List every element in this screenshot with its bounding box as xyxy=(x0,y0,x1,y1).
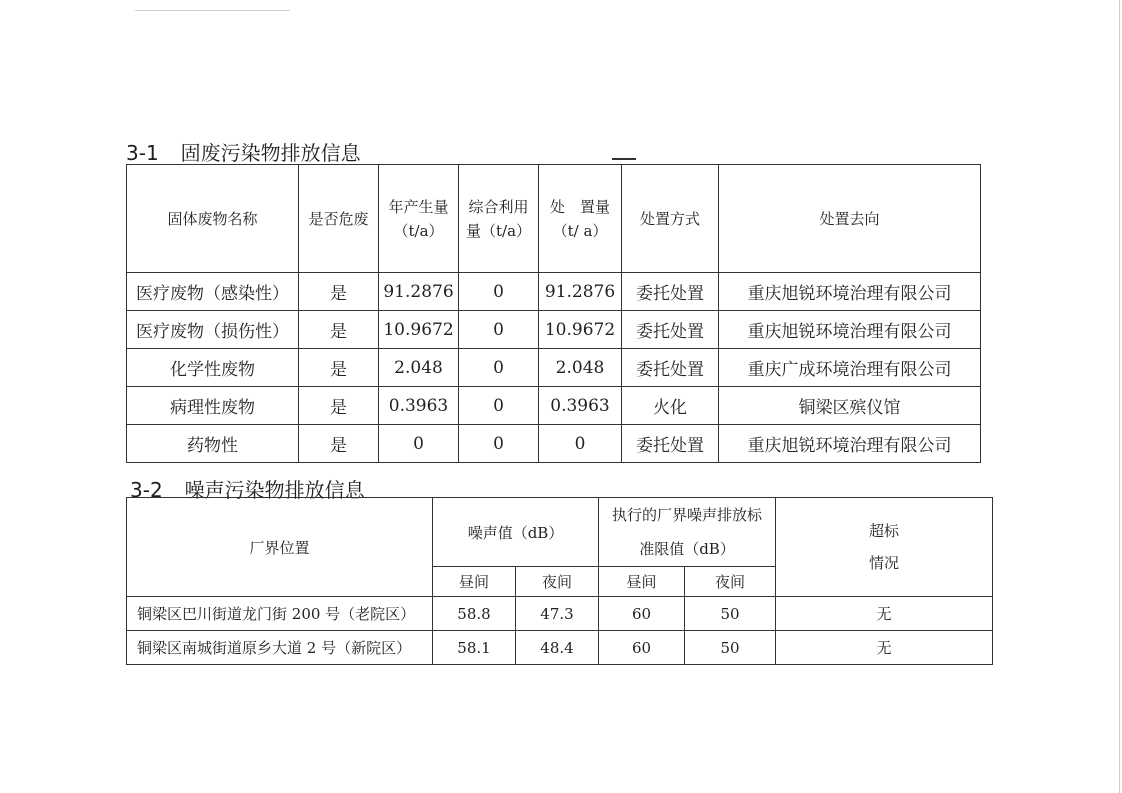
waste-disposal: 10.9672 xyxy=(539,311,622,349)
exceed-status: 无 xyxy=(776,631,993,665)
limit-day-value: 60 xyxy=(599,597,685,631)
header-location: 厂界位置 xyxy=(127,498,433,597)
header-reuse-line2: 量（t/a） xyxy=(465,221,532,240)
header-disposal-line2: （t/ a） xyxy=(552,221,608,240)
noise-night-value: 48.4 xyxy=(516,631,599,665)
section-2-number: 3-2 xyxy=(130,478,163,502)
waste-method: 委托处置 xyxy=(622,349,719,387)
header-noise-limit xyxy=(599,498,776,567)
section-1-number: 3-1 xyxy=(126,141,159,165)
table-row xyxy=(127,597,993,631)
header-noise-limit-line2: 准限值（dB） xyxy=(639,540,735,558)
noise-header-row-1 xyxy=(127,498,993,567)
waste-disposal: 0 xyxy=(539,425,622,463)
table-row xyxy=(127,425,981,463)
table-row xyxy=(127,349,981,387)
header-noise-value: 噪声值（dB） xyxy=(433,498,599,567)
noise-location: 铜梁区巴川街道龙门街 200 号（老院区） xyxy=(127,597,433,631)
waste-annual: 0.3963 xyxy=(379,387,459,425)
waste-hazardous: 是 xyxy=(299,273,379,311)
waste-hazardous: 是 xyxy=(299,387,379,425)
waste-hazardous: 是 xyxy=(299,425,379,463)
solid-waste-header-row xyxy=(127,165,981,273)
exceed-status: 无 xyxy=(776,597,993,631)
header-reuse-line1: 综合利用 xyxy=(468,197,529,216)
waste-destination: 重庆旭锐环境治理有限公司 xyxy=(719,425,981,463)
waste-annual: 0 xyxy=(379,425,459,463)
waste-annual: 91.2876 xyxy=(379,273,459,311)
noise-night-value: 47.3 xyxy=(516,597,599,631)
scan-artifact-right-edge xyxy=(1119,0,1120,793)
header-disposal-method: 处置方式 xyxy=(622,165,719,273)
noise-day-value: 58.8 xyxy=(433,597,516,631)
waste-name: 医疗废物（损伤性） xyxy=(127,311,299,349)
waste-reuse: 0 xyxy=(459,311,539,349)
table-row xyxy=(127,631,993,665)
section-2-heading: 噪声污染物排放信息 xyxy=(184,478,365,502)
waste-hazardous: 是 xyxy=(299,311,379,349)
solid-waste-table xyxy=(126,164,981,463)
waste-name: 药物性 xyxy=(127,425,299,463)
header-exceed-status-line2: 情况 xyxy=(869,554,900,572)
waste-reuse: 0 xyxy=(459,387,539,425)
header-annual-production xyxy=(379,165,459,273)
header-limit-day: 昼间 xyxy=(599,567,685,597)
waste-name: 化学性废物 xyxy=(127,349,299,387)
waste-disposal: 91.2876 xyxy=(539,273,622,311)
waste-reuse: 0 xyxy=(459,349,539,387)
noise-day-value: 58.1 xyxy=(433,631,516,665)
header-noise-night: 夜间 xyxy=(516,567,599,597)
header-annual-production-line2: （t/a） xyxy=(393,221,444,240)
header-disposal-line1: 处 置量 xyxy=(549,197,610,216)
waste-disposal: 2.048 xyxy=(539,349,622,387)
waste-destination: 铜梁区殡仪馆 xyxy=(719,387,981,425)
header-waste-name: 固体废物名称 xyxy=(127,165,299,273)
noise-location: 铜梁区南城街道原乡大道 2 号（新院区） xyxy=(127,631,433,665)
header-noise-day: 昼间 xyxy=(433,567,516,597)
table-row xyxy=(127,273,981,311)
waste-name: 病理性废物 xyxy=(127,387,299,425)
table-row xyxy=(127,311,981,349)
waste-disposal: 0.3963 xyxy=(539,387,622,425)
waste-annual: 10.9672 xyxy=(379,311,459,349)
limit-day-value: 60 xyxy=(599,631,685,665)
waste-method: 火化 xyxy=(622,387,719,425)
waste-method: 委托处置 xyxy=(622,425,719,463)
header-noise-limit-line1: 执行的厂界噪声排放标 xyxy=(612,506,763,524)
header-hazardous: 是否危废 xyxy=(299,165,379,273)
waste-reuse: 0 xyxy=(459,273,539,311)
header-annual-production-line1: 年产生量 xyxy=(388,197,449,216)
title-underline-mark xyxy=(612,158,636,160)
limit-night-value: 50 xyxy=(685,631,776,665)
waste-destination: 重庆旭锐环境治理有限公司 xyxy=(719,273,981,311)
header-reuse xyxy=(459,165,539,273)
limit-night-value: 50 xyxy=(685,597,776,631)
waste-destination: 重庆广成环境治理有限公司 xyxy=(719,349,981,387)
waste-method: 委托处置 xyxy=(622,273,719,311)
waste-reuse: 0 xyxy=(459,425,539,463)
table-row xyxy=(127,387,981,425)
noise-emission-table xyxy=(126,497,993,665)
waste-hazardous: 是 xyxy=(299,349,379,387)
waste-method: 委托处置 xyxy=(622,311,719,349)
waste-destination: 重庆旭锐环境治理有限公司 xyxy=(719,311,981,349)
waste-name: 医疗废物（感染性） xyxy=(127,273,299,311)
header-disposal xyxy=(539,165,622,273)
header-exceed-status-line1: 超标 xyxy=(869,522,900,540)
scan-artifact-top xyxy=(135,10,290,11)
header-limit-night: 夜间 xyxy=(685,567,776,597)
header-disposal-destination: 处置去向 xyxy=(719,165,981,273)
header-exceed-status xyxy=(776,498,993,597)
waste-annual: 2.048 xyxy=(379,349,459,387)
section-1-heading: 固废污染物排放信息 xyxy=(180,141,361,165)
section-1-title xyxy=(126,137,361,166)
